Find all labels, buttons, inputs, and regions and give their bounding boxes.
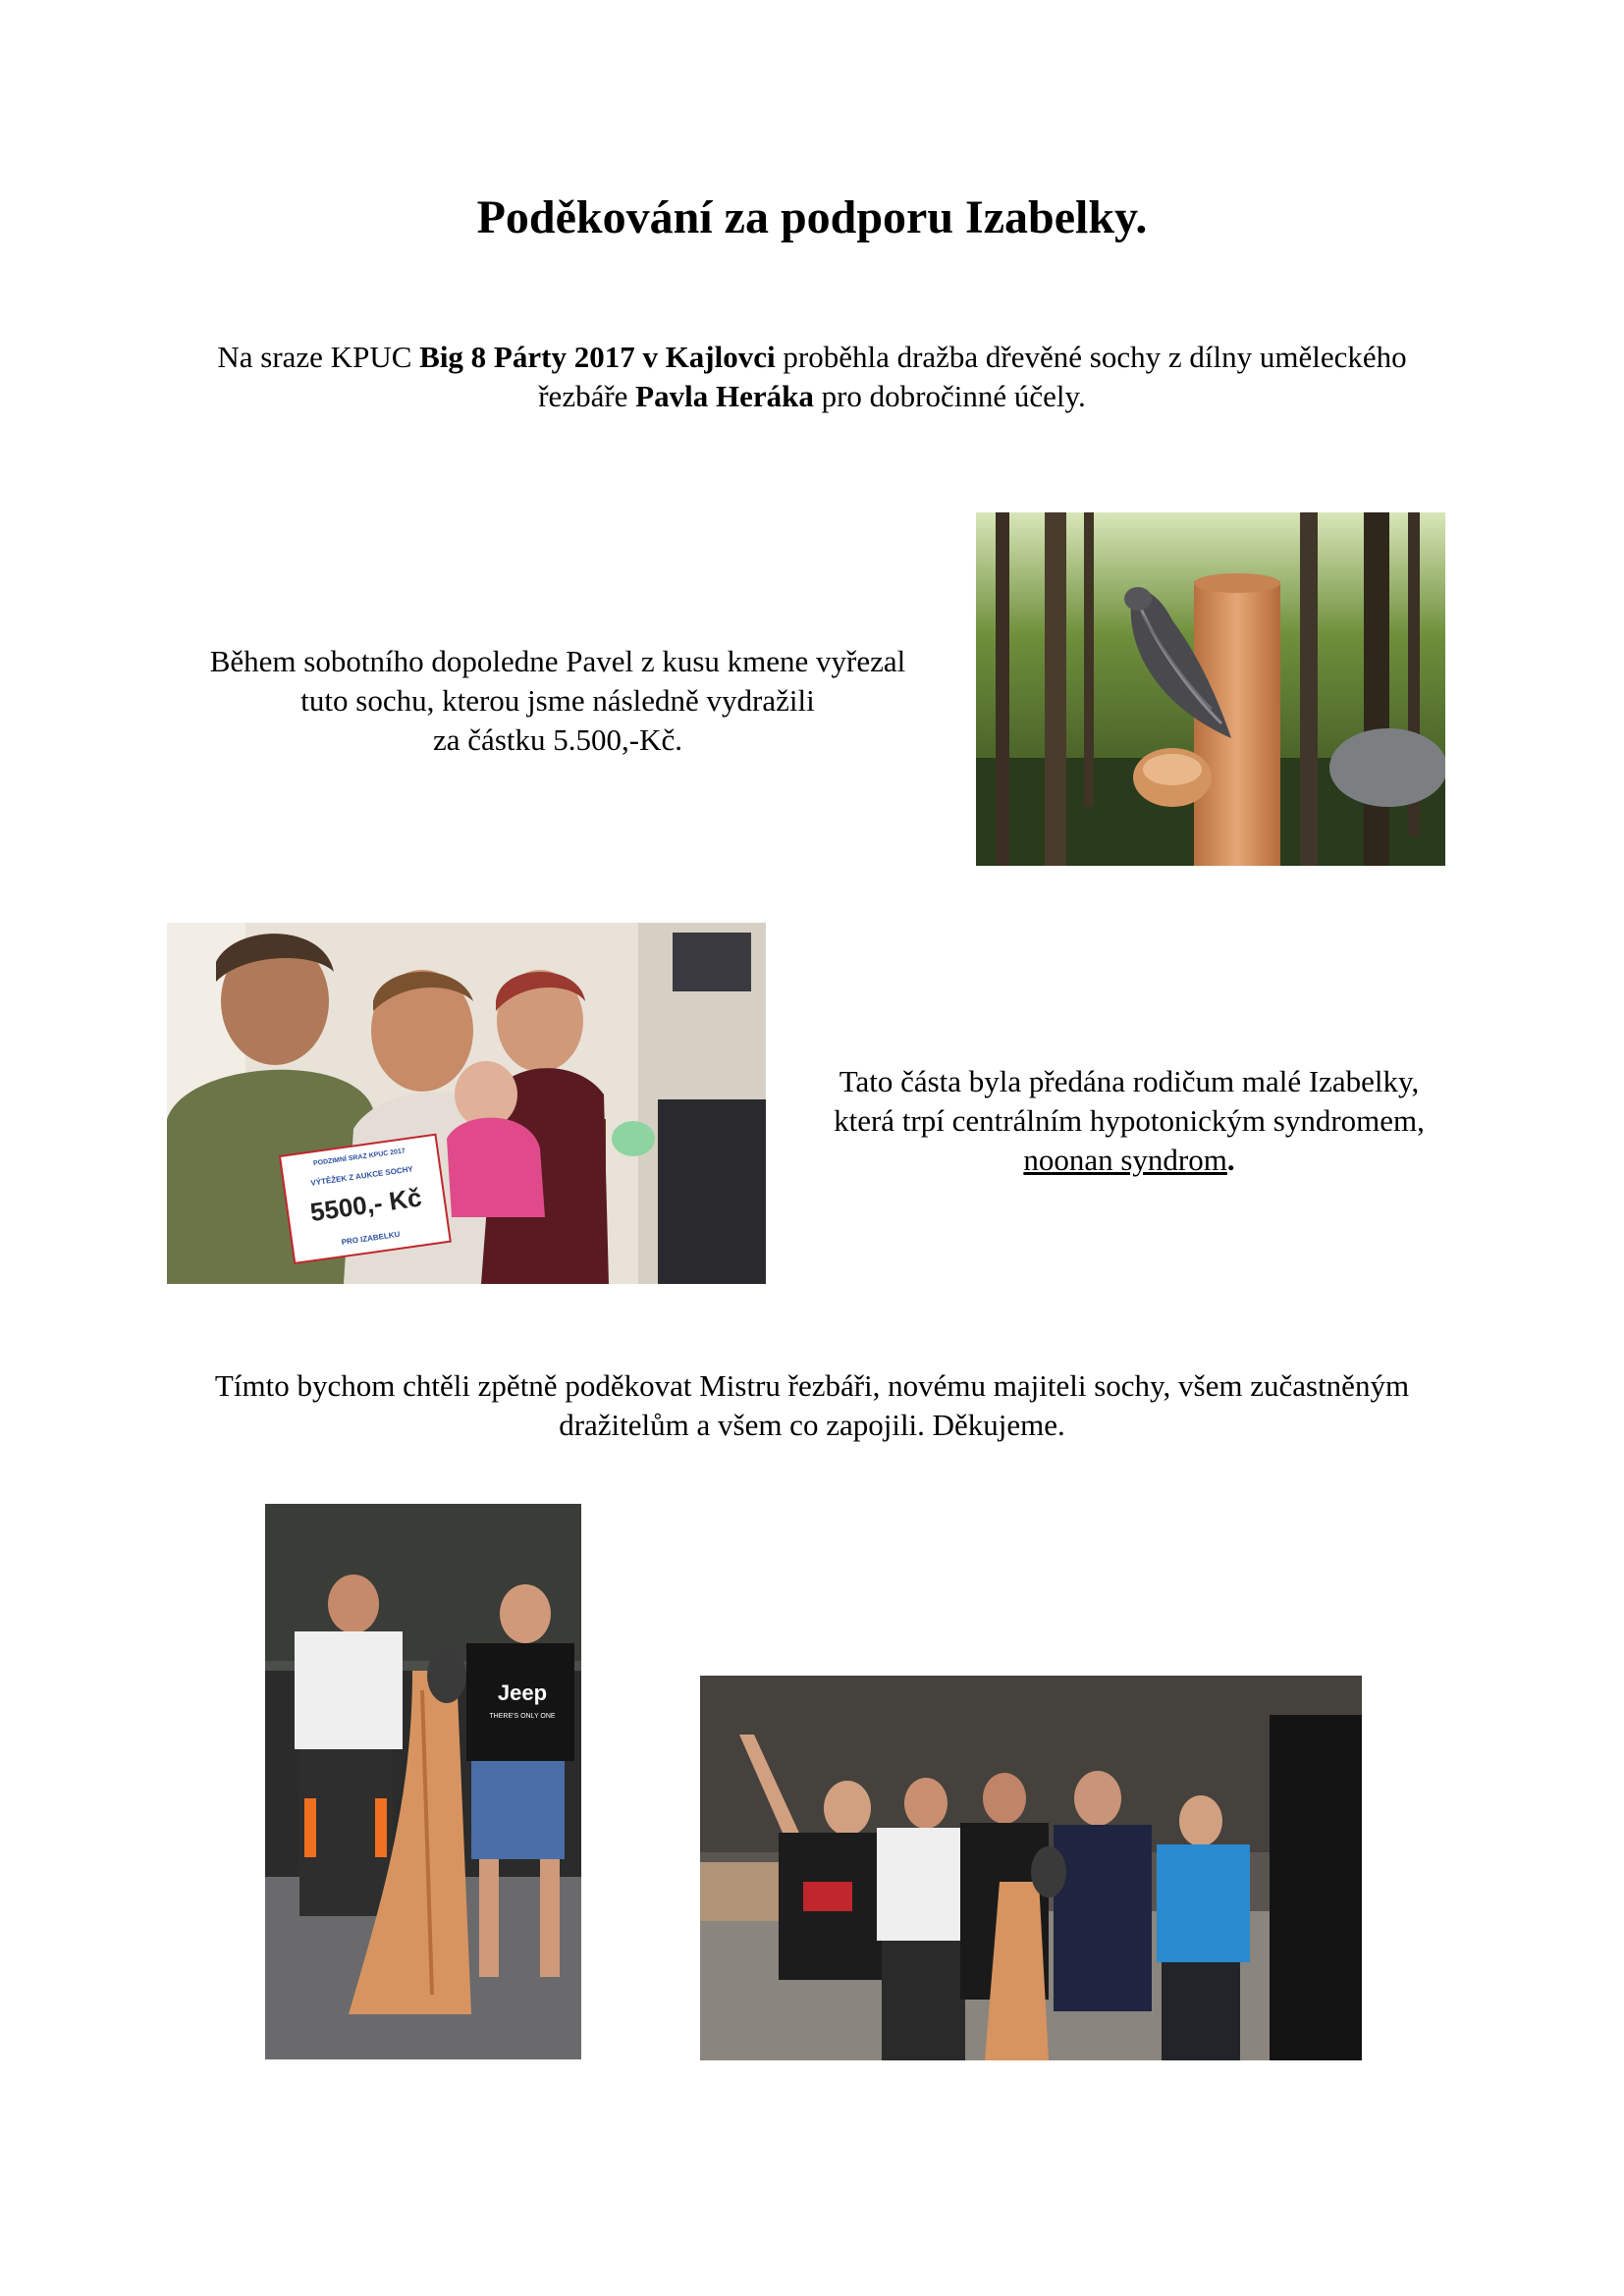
sign-header: PODZIMNÍ SRAZ KPUC 2017 [312,1148,406,1168]
photo-donation-handover [167,923,766,1284]
sign-subtitle: VÝTĚŽEK Z AUKCE SOCHY [309,1164,414,1188]
thanks-line-1: Tímto bychom chtěli zpětně poděkovat Mistru řezbáři, novému majiteli sochy, všem zučastněným [214,1368,1410,1403]
photo-group-sculpture [700,1676,1362,2060]
carving-line-2: tuto sochu, kterou jsme následně vydražili [300,683,815,718]
shirt-brand: Jeep [497,1681,548,1705]
photo-two-men-sculpture [265,1504,581,2059]
thanks-line-2: dražitelům a všem co zapojili. Děkujeme. [559,1408,1065,1442]
photo-owl-sculpture [976,512,1445,866]
handover-line-3: noonan syndrom. [1023,1143,1235,1177]
shirt-slogan: THERE'S ONLY ONE [489,1713,556,1720]
sign-footer: PRO IZABELKU [341,1229,401,1248]
handover-line-2: která trpí centrálním hypotonickým syndromem, [834,1103,1425,1138]
intro-paragraph [0,338,1624,416]
intro-line-1: Na sraze KPUC Big 8 Párty 2017 v Kajlovci proběhla dražba dřevěné sochy z dílny uměleckého [217,340,1407,374]
carver-name: Pavla Heráka [635,379,814,413]
event-name: Big 8 Párty 2017 v Kajlovci [419,340,776,374]
carving-paragraph [165,642,950,760]
sign-amount: 5500,- Kč [308,1182,424,1228]
page-title: Poděkování za podporu Izabelky. [476,191,1148,243]
intro-line-2: řezbáře Pavla Heráka pro dobročinné účely. [538,379,1086,413]
carving-line-1: Během sobotního dopoledne Pavel z kusu kmene vyřezal [209,644,906,678]
thanks-paragraph [0,1366,1624,1445]
handover-paragraph [756,1062,1502,1180]
handover-line-1: Tato částa byla předána rodičum malé Izabelky, [839,1064,1420,1098]
carving-line-3: za částku 5.500,-Kč. [433,722,682,757]
noonan-syndrome-link[interactable]: noonan syndrom [1023,1143,1227,1177]
